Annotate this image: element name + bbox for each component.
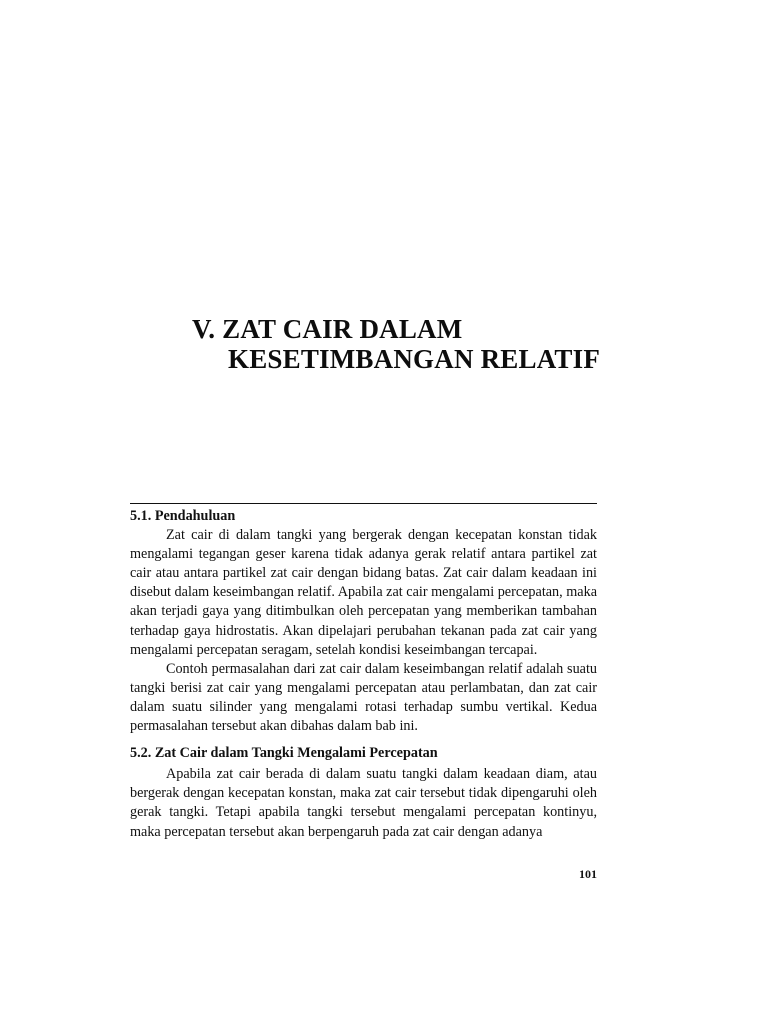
section-heading-tangki-percepatan: 5.2. Zat Cair dalam Tangki Mengalami Percepatan: [130, 745, 438, 762]
page-number: 101: [579, 867, 597, 881]
paragraph: Zat cair di dalam tangki yang bergerak dengan kecepatan konstan tidak mengalami tegangan geser karena tidak adanya gerak relatif antara partikel zat cair atau antara partikel zat cair dengan bidang batas. Zat cair dalam keadaan ini disebut dalam keseimbangan relatif. Apabila zat cair mengalami percepatan, maka akan terjadi gaya yang ditimbulkan oleh percepatan yang memberikan tambahan terhadap gaya hidrostatis. Akan dipelajari perubahan tekanan pada zat cair yang mengalami percepatan seragam, setelah kondisi keseimbangan tercapai.: [130, 527, 597, 658]
chapter-title: [192, 314, 600, 374]
chapter-title-line2: KESETIMBANGAN RELATIF: [228, 344, 601, 374]
page-body: [130, 507, 597, 842]
paragraph: Contoh permasalahan dari zat cair dalam keseimbangan relatif adalah suatu tangki berisi zat cair yang mengalami percepatan atau perlambatan, dan zat cair dalam suatu silinder yang mengalami rotasi terhadap sumbu vertikal. Kedua permasalahan tersebut akan dibahas dalam bab ini.: [130, 660, 597, 735]
chapter-title-line1: V. ZAT CAIR DALAM: [192, 314, 463, 344]
section-divider-rule: [130, 503, 597, 504]
section-heading-pendahuluan: 5.1. Pendahuluan: [130, 508, 236, 524]
paragraph: Apabila zat cair berada di dalam suatu tangki dalam keadaan diam, atau bergerak dengan kecepatan konstan, maka zat cair tersebut tidak dipengaruhi oleh gerak tangki. Tetapi apabila tangki tersebut mengalami percepatan kontinyu, maka percepatan tersebut akan berpengaruh pada zat cair dengan adanya: [130, 766, 597, 840]
